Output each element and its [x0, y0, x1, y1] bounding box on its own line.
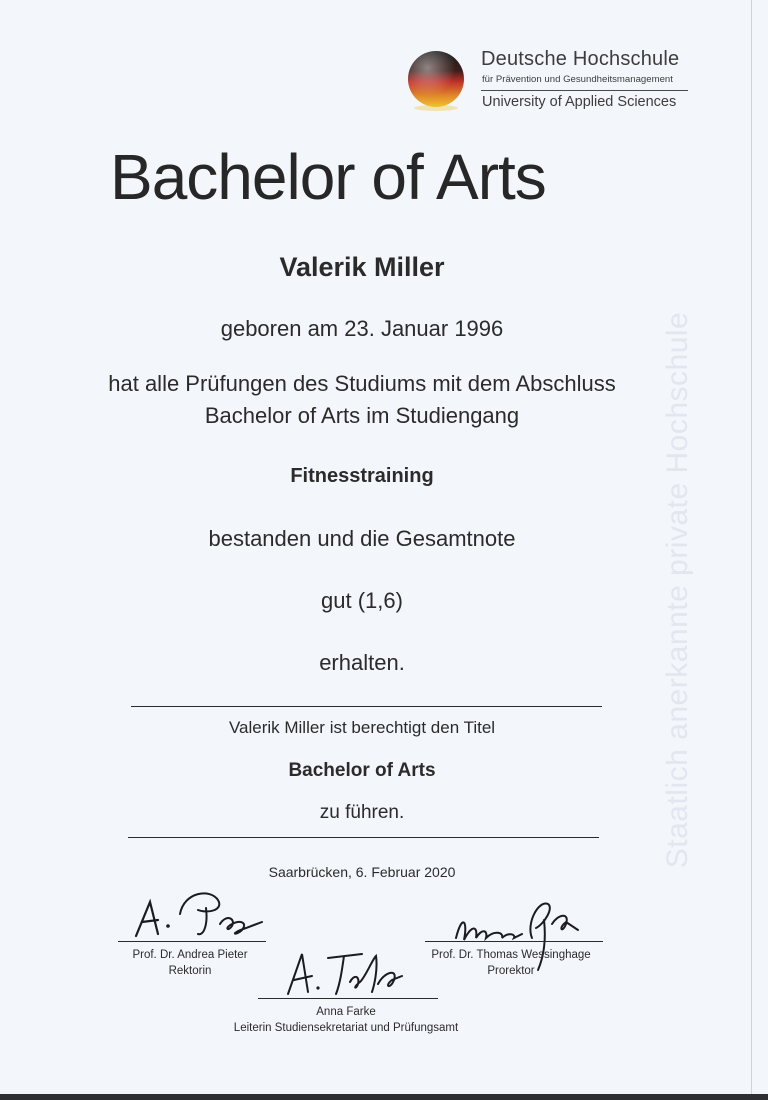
signatory-right-name: Prof. Dr. Thomas Wessinghage	[431, 949, 591, 961]
degree-title: Bachelor of Arts	[110, 141, 546, 213]
exam-line-1: hat alle Prüfungen des Studiums mit dem Abschluss	[108, 371, 616, 396]
final-grade: gut (1,6)	[321, 588, 403, 613]
divider-bottom	[128, 837, 599, 838]
holder-name: Valerik Miller	[279, 252, 445, 282]
signature-line-left	[118, 941, 266, 942]
passed-line: bestanden und die Gesamtnote	[208, 526, 516, 551]
birth-line: geboren am 23. Januar 1996	[220, 316, 504, 341]
institution-name: Deutsche Hochschule	[481, 48, 680, 70]
signatory-center-role: Leiterin Studiensekretariat und Prüfungsamt	[233, 1022, 459, 1034]
header-divider	[481, 90, 688, 91]
university-logo-icon	[406, 50, 466, 112]
divider-top	[131, 706, 602, 707]
exam-line-2: Bachelor of Arts im Studiengang	[204, 403, 520, 428]
signature-line-center	[258, 998, 438, 999]
place-date: Saarbrücken, 6. Februar 2020	[268, 864, 456, 880]
watermark-text: Staatlich anerkannte private Hochschule	[661, 311, 694, 869]
signatory-right-role: Prorektor	[487, 965, 535, 977]
received-line: erhalten.	[319, 650, 405, 675]
page-edge	[751, 0, 752, 1100]
to-bear-line: zu führen.	[319, 802, 405, 823]
institution-english-name: University of Applied Sciences	[482, 94, 677, 110]
signature-line-right	[425, 941, 603, 942]
signatory-left-role: Rektorin	[168, 965, 212, 977]
institution-subtitle: für Prävention und Gesundheitsmanagement	[482, 74, 673, 85]
scan-bottom-edge	[0, 1094, 768, 1100]
signatory-center-name: Anna Farke	[316, 1006, 376, 1018]
program-name: Fitnesstraining	[290, 465, 434, 487]
signature-left	[128, 884, 268, 942]
signature-center	[280, 946, 410, 998]
entitlement-line: Valerik Miller ist berechtigt den Titel	[228, 718, 496, 737]
title-repeat: Bachelor of Arts	[288, 760, 436, 781]
signatory-left-name: Prof. Dr. Andrea Pieter	[132, 949, 248, 961]
